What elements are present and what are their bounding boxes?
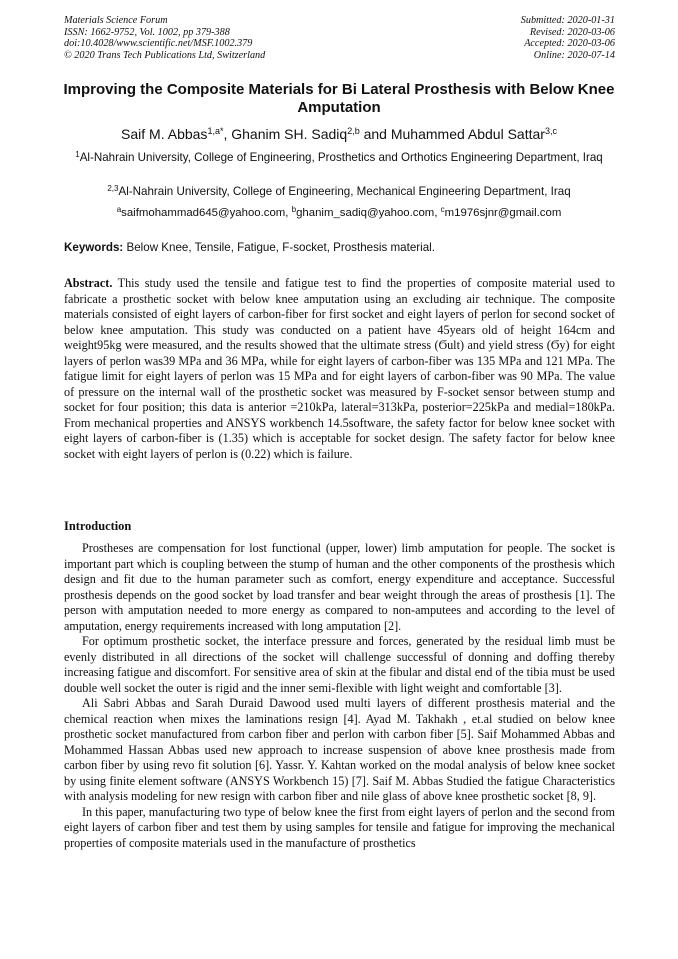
journal-copyright: © 2020 Trans Tech Publications Ltd, Switzerland bbox=[64, 49, 266, 61]
journal-info bbox=[64, 15, 265, 61]
abstract bbox=[64, 276, 615, 462]
affiliation-text: Al-Nahrain University, College of Engineering, Prosthetics and Orthotics Engineering Department, Iraq bbox=[79, 151, 603, 164]
affiliation-superscript: 2,3 bbox=[107, 184, 119, 193]
affiliation-superscript: 1 bbox=[75, 150, 80, 159]
author-separator: , bbox=[223, 126, 232, 142]
section-heading-introduction: Introduction bbox=[64, 519, 132, 533]
email-address[interactable]: saifmohammad645@yahoo.com bbox=[121, 207, 286, 219]
author-superscript: 2,b bbox=[347, 126, 360, 136]
author-separator: and bbox=[359, 126, 391, 142]
publication-dates bbox=[521, 15, 615, 61]
paragraph: In this paper, manufacturing two type of below knee the first from eight layers of perlon and the second from eight layers of carbon fiber and test them by using samples for tensile and fatigue for improving the mechanical properties of composite materials used in the manufacture of prosthetics bbox=[64, 804, 615, 850]
email-separator: , bbox=[434, 207, 441, 219]
journal-issn: ISSN: 1662-9752, Vol. 1002, pp 379-388 bbox=[64, 26, 230, 38]
journal-name: Materials Science Forum bbox=[64, 15, 168, 26]
date-online: Online: 2020-07-14 bbox=[533, 49, 615, 61]
keywords-text: Below Knee, Tensile, Fatigue, F-socket, Prosthesis material. bbox=[123, 241, 435, 254]
keywords-label: Keywords: bbox=[64, 241, 124, 254]
author-list bbox=[40, 125, 638, 143]
abstract-label: Abstract. bbox=[64, 276, 113, 290]
journal-doi: doi:10.4028/www.scientific.net/MSF.1002.379 bbox=[64, 38, 253, 50]
email-superscript: a bbox=[116, 205, 122, 214]
author-name: Ghanim SH. Sadiq bbox=[231, 126, 348, 142]
date-submitted: Submitted: 2020-01-31 bbox=[520, 15, 615, 26]
abstract-text: This study used the tensile and fatigue test to find the properties of composite material used to fabricate a prosthetic socket with below knee amputation using an excluding air technique. The composite materials consisted of eight layers of carbon-fiber for first socket and eight layers of perlon for second socket of below knee amputation. This study was conducted on a patient have 45years old of height 164cm and weight95kg were measured, and the results showed that the ultimate stress (Ϭult) and yield stress (Ϭy) for eight layers of perlon was39 MPa and 36 MPa, while for eight layers of carbon-fiber was 135 MPa and 121 MPa. The fatigue limit for eight layers of perlon was 15 MPa and for eight layers of carbon-fiber was 90 MPa. The value of pressure on the internal wall of the prosthetic socket was measured by F-socket sensor between stump and socket for four position; this data is anterior =210kPa, lateral=313kPa, posterior=225kPa and medial=180kPa. From mechanical properties and ANSYS workbench 14.5software, the safety factor for below knee socket with eight layers of carbon-fiber is (1.35) which is acceptable for socket design. The safety factor for below knee socket with eight layers of perlon is (0.22) which is failure. bbox=[64, 276, 615, 461]
paragraph: For optimum prosthetic socket, the interface pressure and forces, generated by the residual limb must be evenly distributed in all directions of the socket will challenge successful of donning and doffing thereby increasing fatigue and discomfort. For sensitive area of skin at the fibular and distal end of the tibia must be used double well socket the outer is rigid and the inner semi-flexible with light weight and comfortable [3]. bbox=[64, 634, 615, 695]
affiliation-text: Al-Nahrain University, College of Engineering, Mechanical Engineering Department, Iraq bbox=[118, 185, 571, 198]
paragraph: Prostheses are compensation for lost functional (upper, lower) limb amputation for people. The socket is important part which is coupling between the stump of human and the other components of the prosthesis which design and fit due to the human parameter such as comfort, energy expenditure and acceptance. Successful prosthesis depends on the good socket by load transfer and bear weight through the areas of prosthesis [1]. The person with amputation needed to more energy as compared to non-amputees and according to the level of amputation, energy requirements increased with long amputation [2]. bbox=[64, 541, 615, 633]
email-separator: , bbox=[285, 207, 292, 219]
author-superscript: 1,a* bbox=[207, 126, 224, 136]
author-superscript: 3,c bbox=[544, 126, 557, 136]
introduction-body bbox=[64, 541, 615, 851]
email-address[interactable]: m1976sjnr@gmail.com bbox=[444, 207, 562, 219]
paragraph: Ali Sabri Abbas and Sarah Duraid Dawood used multi layers of different prosthesis material and the chemical reaction when mixes the laminations resign [4]. Ayad M. Takhakh , et.al studied on below knee prosthetic socket manufactured from carbon fiber and perlon with carbon fiber [5]. Saif Mohammed Abbas and Mohammed Hassan Abbas used new approach to increase suspension of above knee prosthesis made from carbon fiber by using revo fit solution [6]. Yassr. Y. Kahtan worked on the modal analysis of below knee socket by using finite element software (ANSYS Workbench 15) [7]. Saif M. Abbas Studied the fatigue Characteristics with analysis modeling for new resign with carbon fiber and nile glass of above knee prosthetic socket [8, 9]. bbox=[64, 696, 615, 803]
author-name: Saif M. Abbas bbox=[121, 126, 208, 142]
date-accepted: Accepted: 2020-03-06 bbox=[524, 38, 615, 50]
author-emails bbox=[40, 205, 638, 221]
date-revised: Revised: 2020-03-06 bbox=[529, 26, 615, 38]
email-superscript: b bbox=[291, 205, 297, 214]
affiliation bbox=[60, 184, 618, 200]
paper-title: Improving the Composite Materials for Bi Lateral Prosthesis with Below Knee Amputation bbox=[63, 81, 615, 116]
email-superscript: c bbox=[440, 205, 445, 214]
affiliation bbox=[60, 150, 618, 166]
email-address[interactable]: ghanim_sadiq@yahoo.com bbox=[296, 207, 435, 219]
keywords bbox=[64, 240, 615, 256]
author-name: Muhammed Abdul Sattar bbox=[390, 126, 545, 142]
